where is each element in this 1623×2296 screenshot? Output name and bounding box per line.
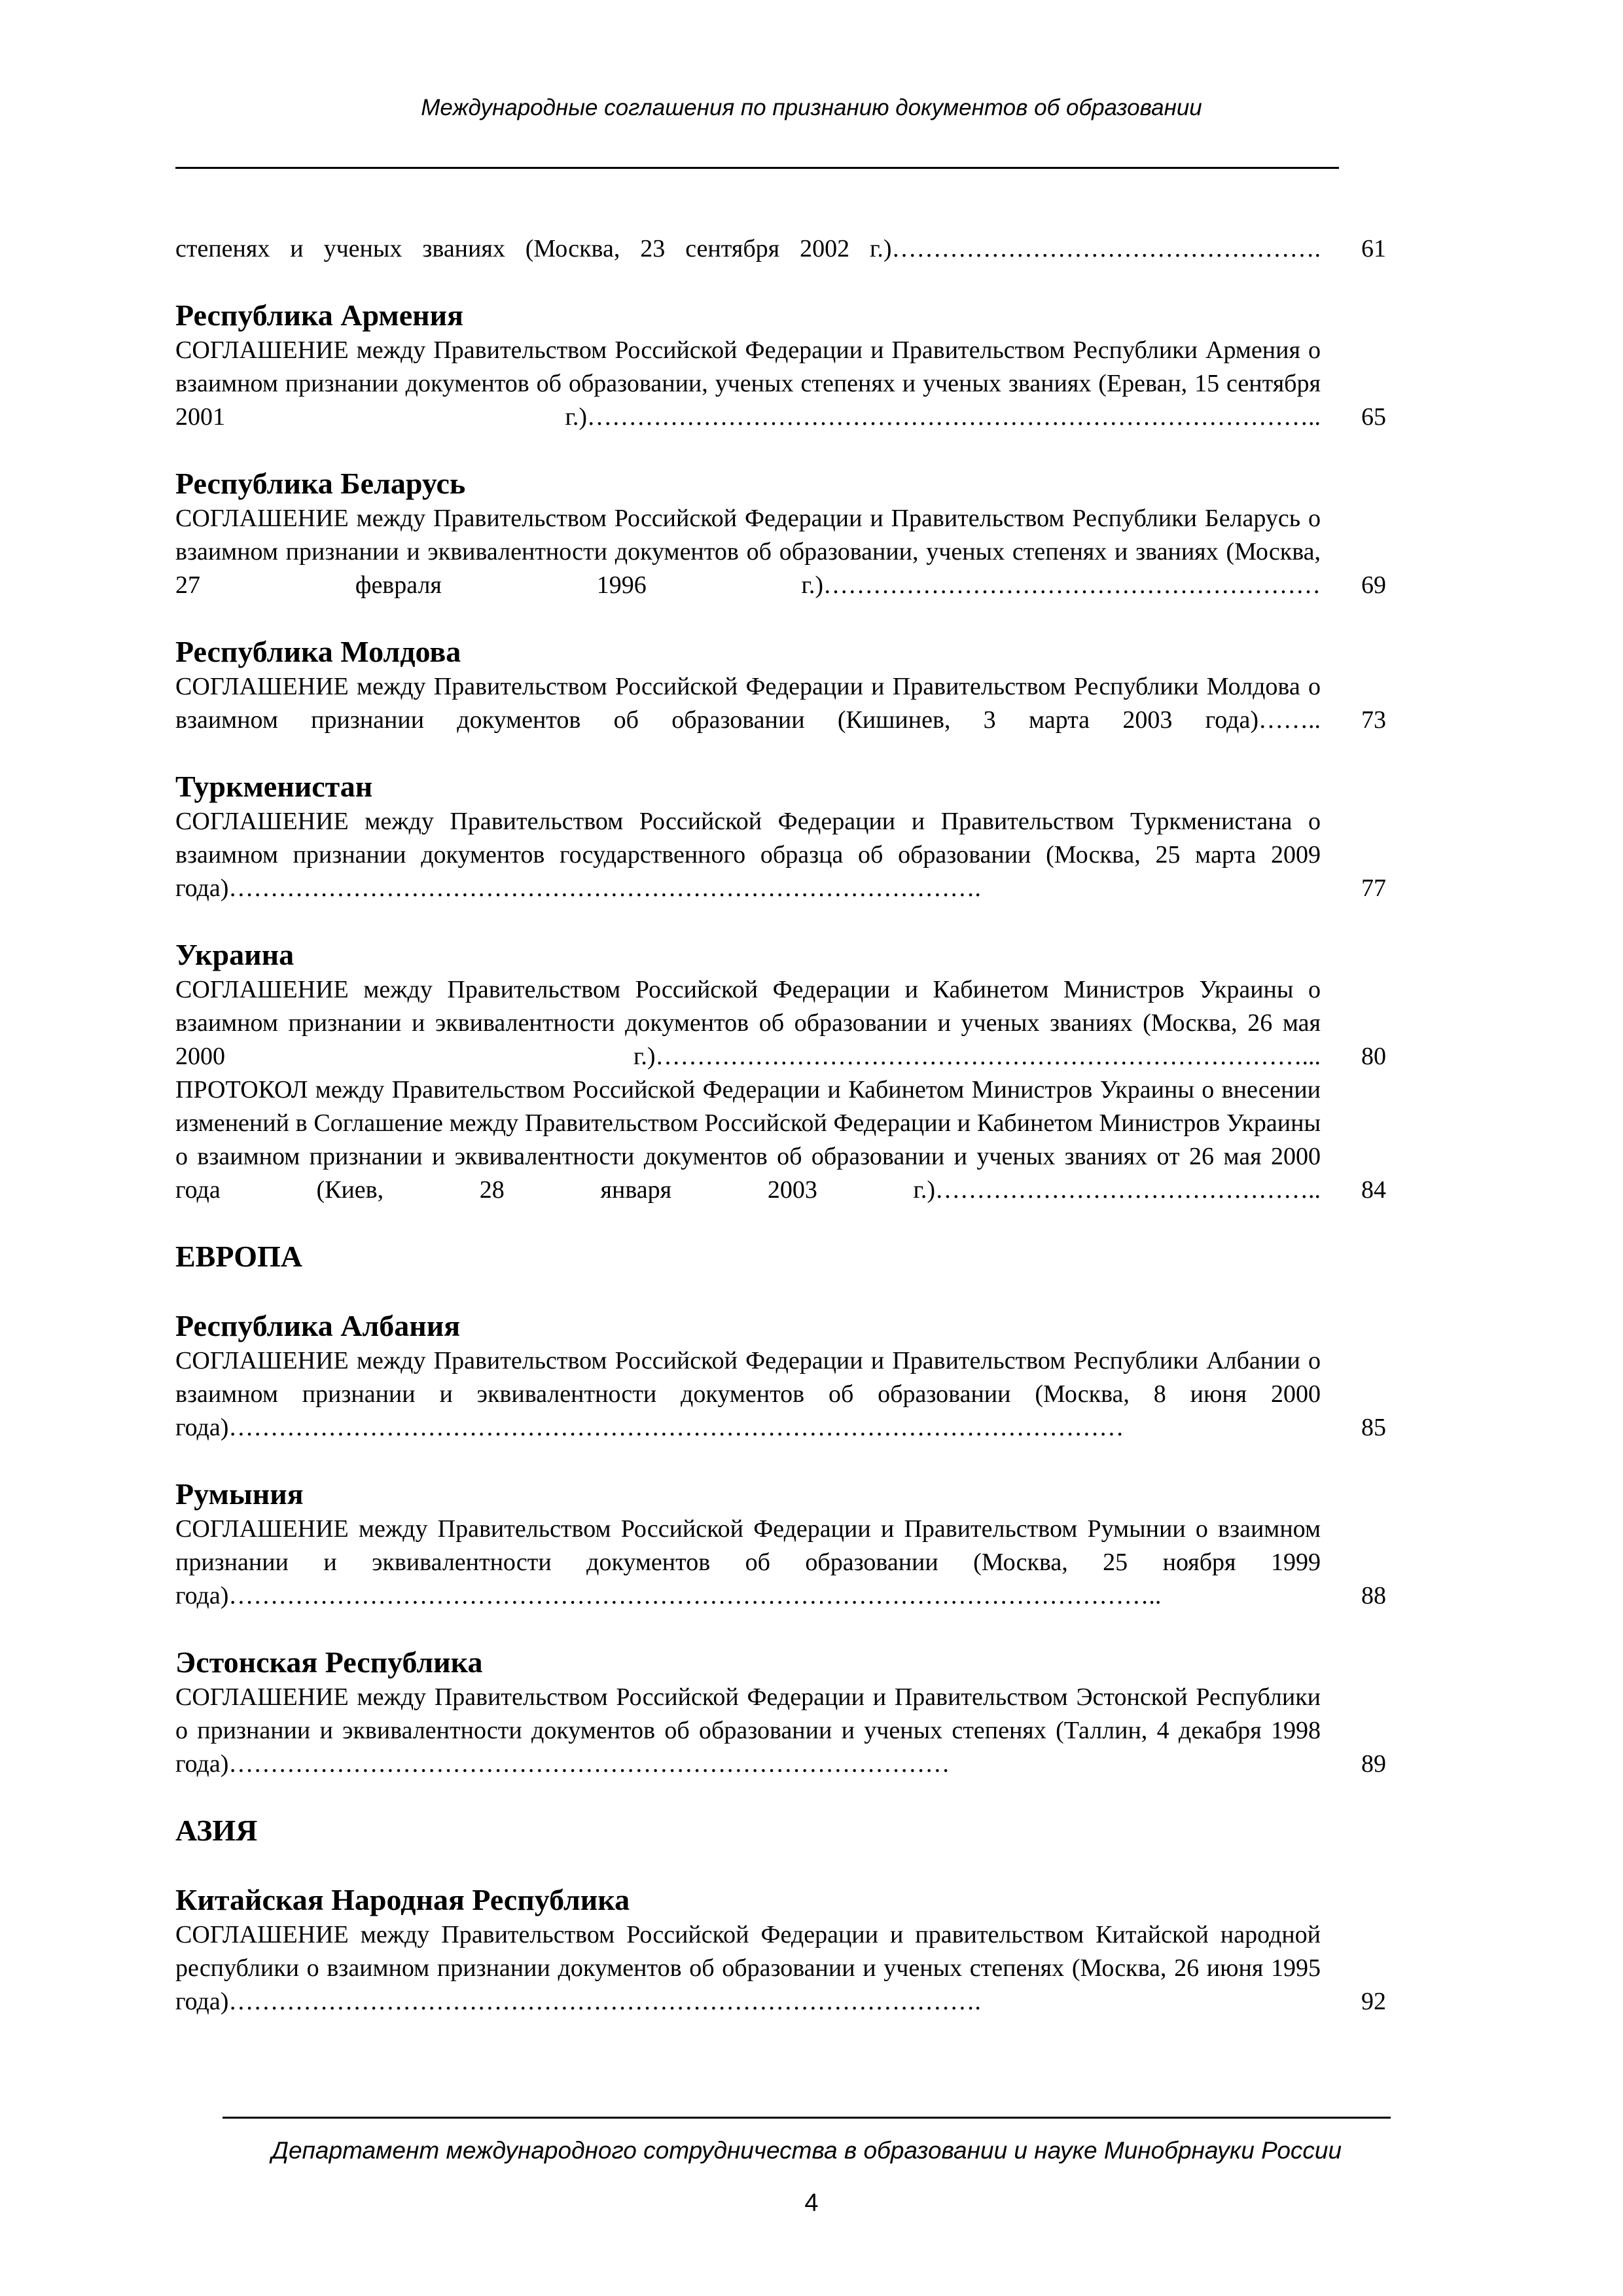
toc-page-number: 77 — [1361, 874, 1386, 902]
toc-page-number: 80 — [1361, 1043, 1386, 1070]
country-heading: Китайская Народная Республика — [175, 1883, 630, 1916]
toc-entry[interactable] — [175, 1073, 1386, 1207]
country-heading: Украина — [175, 938, 294, 971]
toc-page-number: 69 — [1361, 571, 1386, 599]
country-heading: Республика Армения — [175, 298, 464, 332]
toc-page-number: 73 — [1361, 706, 1386, 734]
toc-entry-text: СОГЛАШЕНИЕ между Правительством Российской Федерации и Правительством Республики Беларусь о взаимном признании и эквивалентности документов об образовании, ученых степенях и званиях (Москва, 27 февраля 1996 г.)…………………………………………………… — [175, 505, 1321, 599]
toc-entry-text: СОГЛАШЕНИЕ между Правительством Российской Федерации и Правительством Республики Албании о взаимном признании и эквивалентности документов об образовании (Москва, 8 июня 2000 года)……………………………………………………………………………………………… — [175, 1347, 1321, 1441]
toc-entry[interactable] — [175, 502, 1386, 602]
header-rule — [175, 167, 1339, 169]
toc-entry-text: СОГЛАШЕНИЕ между Правительством Российской Федерации и правительством Китайской народной республики о взаимном признании документов об образовании и ученых степенях (Москва, 26 июня 1995 года)………………………………………………………………………………. — [175, 1921, 1321, 2015]
toc-page-number: 61 — [1361, 235, 1386, 262]
toc-page-number: 89 — [1361, 1750, 1386, 1778]
region-heading: ЕВРОПА — [175, 1240, 302, 1273]
toc-entry-text: СОГЛАШЕНИЕ между Правительством Российской Федерации и Правительством Республики Молдова о взаимном признании документов об образовании (Кишинев, 3 марта 2003 года)…….. — [175, 673, 1321, 734]
toc-entry-text: СОГЛАШЕНИЕ между Правительством Российской Федерации и Правительством Румынии о взаимном признании и эквивалентности документов об образовании (Москва, 25 ноября 1999 года)………………………………………………………………………………………………….. — [175, 1515, 1321, 1609]
toc-entry-text: СОГЛАШЕНИЕ между Правительством Российской Федерации и Кабинетом Министров Украины о взаимном признании и эквивалентности документов об образовании и ученых званиях (Москва, 26 мая 2000 г.)……………………………………………………………………... — [175, 976, 1321, 1070]
running-header: Международные соглашения по признанию документов об образовании — [421, 95, 1202, 120]
region-heading: АЗИЯ — [175, 1814, 258, 1847]
toc-entry[interactable] — [175, 805, 1386, 905]
toc-entry-text: степенях и ученых званиях (Москва, 23 сентября 2002 г.)……………………………………………. — [175, 235, 1321, 262]
page-number: 4 — [804, 2189, 819, 2217]
toc-entry[interactable] — [175, 1344, 1386, 1444]
toc-entry[interactable] — [175, 232, 1386, 266]
footer-rule — [223, 2117, 1391, 2119]
country-heading: Туркменистан — [175, 770, 373, 803]
toc-entry[interactable] — [175, 973, 1386, 1073]
country-heading: Эстонская Республика — [175, 1645, 483, 1679]
table-of-contents — [175, 232, 1386, 2018]
toc-entry[interactable] — [175, 334, 1386, 434]
country-heading: Республика Албания — [175, 1309, 461, 1342]
running-footer: Департамент международного сотрудничества в образовании и науке Минобрнауки России — [271, 2137, 1342, 2164]
toc-page-number: 84 — [1361, 1176, 1386, 1204]
toc-entry[interactable] — [175, 1513, 1386, 1613]
toc-page-number: 65 — [1361, 403, 1386, 431]
country-heading: Республика Молдова — [175, 635, 461, 668]
country-heading: Румыния — [175, 1477, 304, 1511]
country-heading: Республика Беларусь — [175, 467, 466, 500]
toc-entry[interactable] — [175, 1918, 1386, 2018]
toc-page-number: 88 — [1361, 1582, 1386, 1609]
toc-entry-text: ПРОТОКОЛ между Правительством Российской Федерации и Кабинетом Министров Украины о внесении изменений в Соглашение между Правительством Российской Федерации и Кабинетом Министров Украины о взаимном признании и эквивалентности документов об образовании и ученых званиях от 26 мая 2000 года (Киев, 28 января 2003 г.)……………………………………….. — [175, 1076, 1321, 1204]
toc-page-number: 85 — [1361, 1414, 1386, 1441]
toc-page-number: 92 — [1361, 1988, 1386, 2015]
toc-entry-text: СОГЛАШЕНИЕ между Правительством Российской Федерации и Правительством Эстонской Республики о признании и эквивалентности документов об образовании и ученых степенях (Таллин, 4 декабря 1998 года)…………………………………………………………………………… — [175, 1683, 1321, 1778]
toc-entry-text: СОГЛАШЕНИЕ между Правительством Российской Федерации и Правительством Республики Армения о взаимном признании документов об образовании, ученых степенях и ученых званиях (Ереван, 15 сентября 2001 г.)…………………………………………………………………………….. — [175, 336, 1321, 431]
toc-entry[interactable] — [175, 670, 1386, 737]
toc-entry[interactable] — [175, 1681, 1386, 1781]
toc-entry-text: СОГЛАШЕНИЕ между Правительством Российской Федерации и Правительством Туркменистана о взаимном признании документов государственного образца об образовании (Москва, 25 марта 2009 года)………………………………………………………………………………. — [175, 808, 1321, 902]
